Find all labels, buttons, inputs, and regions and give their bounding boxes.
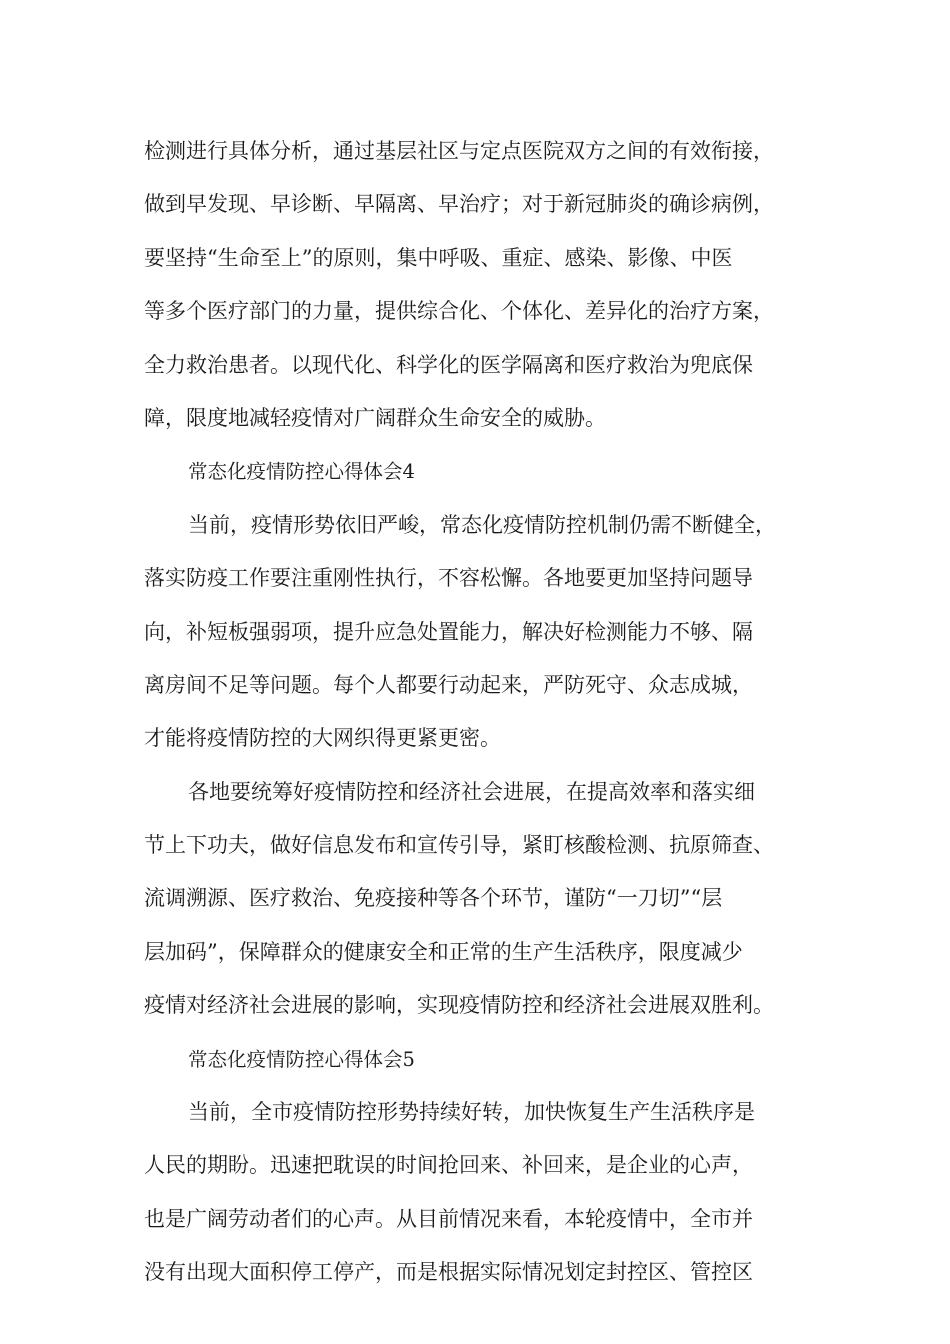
text-line-12: 才能将疫情防控的大网织得更紧更密。 [144,726,501,751]
text-line-20: 人民的期盼。迅速把耽误的时间抢回来、补回来，是企业的心声， [144,1153,753,1178]
text-line-17: 疫情对经济社会进展的影响，实现疫情防控和经济社会进展双胜利。 [144,993,774,1018]
text-line-9: 落实防疫工作要注重刚性执行，不容松懈。各地要更加坚持问题导 [144,566,753,591]
text-line-4: 等多个医疗部门的力量，提供综合化、个体化、差异化的治疗方案， [144,299,774,324]
text-line-10: 向，补短板强弱项，提升应急处置能力，解决好检测能力不够、隔 [144,619,753,644]
text-line-2: 做到早发现、早诊断、早隔离、早治疗；对于新冠肺炎的确诊病例， [144,192,774,217]
text-line-3: 要坚持“生命至上”的原则，集中呼吸、重症、感染、影像、中医 [144,245,733,270]
section-heading-4: 常态化疫情防控心得体会4 [188,460,415,484]
text-line-15: 流调溯源、医疗救治、免疫接种等各个环节，谨防“一刀切”“层 [144,886,723,911]
text-line-11: 离房间不足等问题。每个人都要行动起来，严防死守、众志成城， [144,672,753,697]
text-line-14: 节上下功夫，做好信息发布和宣传引导，紧盯核酸检测、抗原筛查、 [144,833,774,858]
text-line-6: 障，限度地减轻疫情对广阔群众生命安全的威胁。 [144,405,606,430]
text-line-21: 也是广阔劳动者们的心声。从目前情况来看，本轮疫情中，全市并 [144,1206,753,1231]
text-line-16: 层加码”，保障群众的健康安全和正常的生产生活秩序，限度减少 [144,939,743,964]
text-line-13: 各地要统筹好疫情防控和经济社会进展，在提高效率和落实细 [188,779,755,804]
text-line-5: 全力救治患者。以现代化、科学化的医学隔离和医疗救治为兜底保 [144,352,753,377]
text-line-8: 当前，疫情形势依旧严峻，常态化疫情防控机制仍需不断健全， [188,512,776,537]
section-heading-5: 常态化疫情防控心得体会5 [188,1047,415,1071]
text-line-22: 没有出现大面积停工停产，而是根据实际情况划定封控区、管控区 [144,1260,753,1285]
text-line-1: 检测进行具体分析，通过基层社区与定点医院双方之间的有效衔接， [144,139,774,163]
text-line-19: 当前，全市疫情防控形势持续好转，加快恢复生产生活秩序是 [188,1100,755,1125]
document-body [144,125,844,1300]
